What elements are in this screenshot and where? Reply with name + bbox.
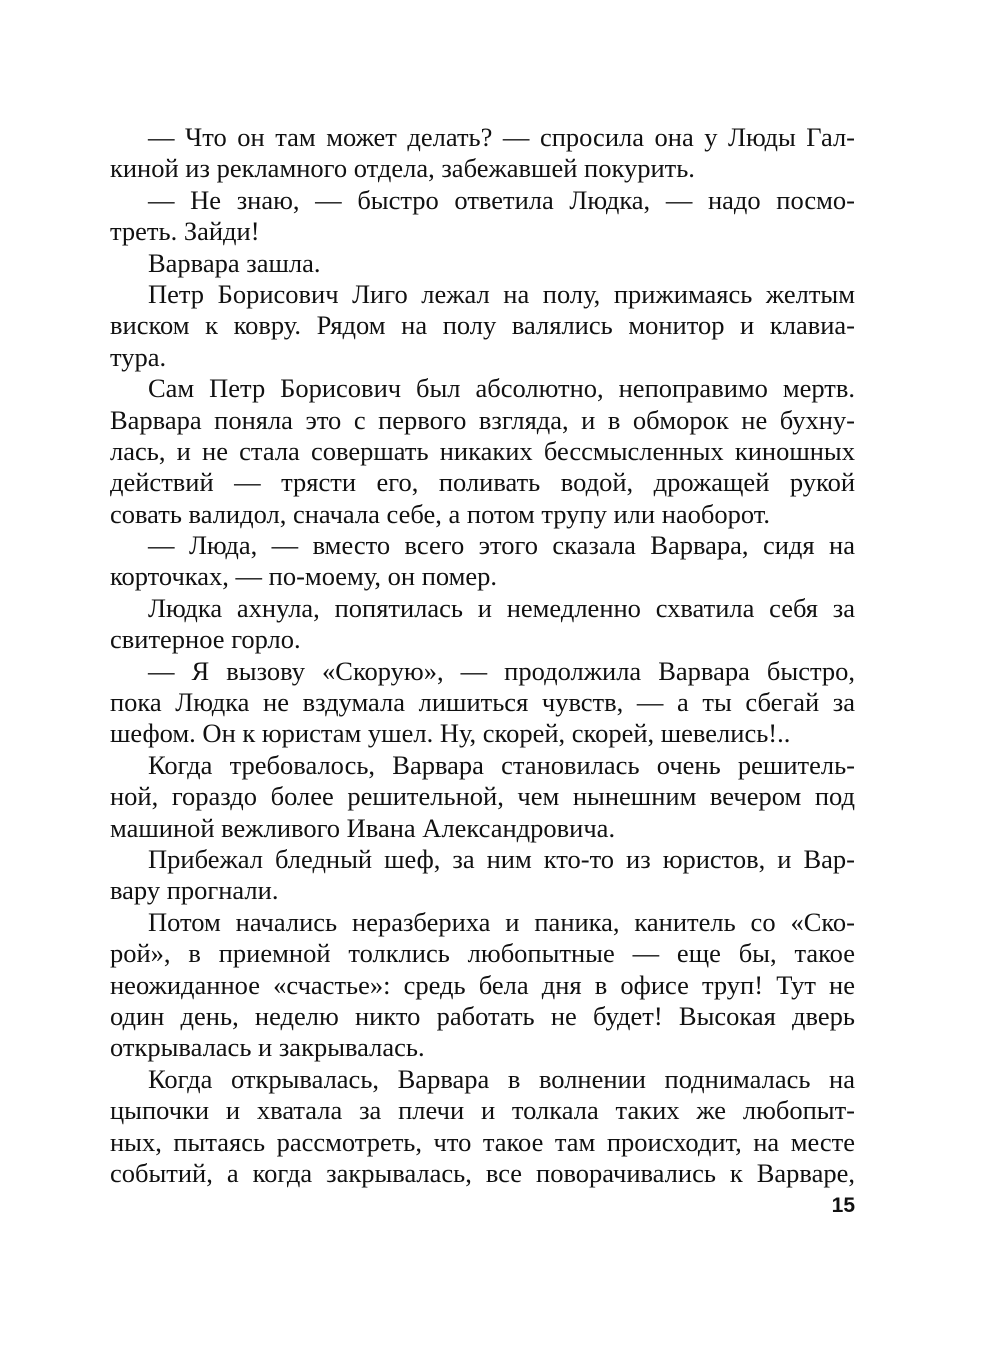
text-line: цыпочки и хватала за плечи и толкала таких же любопыт- [110,1095,855,1126]
text-line: Варвара зашла. [148,247,321,278]
text-line: машиной вежливого Ивана Александровича. [110,812,616,843]
text-line: действий — трясти его, поливать водой, дрожащей рукой [110,467,855,498]
text-line: виском к ковру. Рядом на полу валялись монитор и клавиа- [110,310,855,341]
text-line: один день, неделю никто работать не будет! Высокая дверь [110,1000,855,1031]
text-line: открывалась и закрывалась. [110,1032,425,1063]
text-line: Когда открывалась, Варвара в волнении поднималась на [148,1063,855,1094]
text-line: — Не знаю, — быстро ответила Людка, — надо посмо- [148,184,855,215]
page-number: 15 [831,1194,855,1217]
text-line: тура. [110,341,167,372]
text-line: Прибежал бледный шеф, за ним кто-то из юристов, и Вар- [148,843,855,874]
text-line: ных, пытаясь рассмотреть, что такое там происходит, на месте [110,1126,855,1157]
text-line: корточках, — по-моему, он помер. [110,561,498,592]
text-line: Петр Борисович Лиго лежал на полу, прижимаясь желтым [148,278,855,309]
text-line: ной, гораздо более решительной, чем нынешним вечером под [110,781,855,812]
text-line: вару прогнали. [110,875,279,906]
text-line: Когда требовалось, Варвара становилась очень решитель- [148,749,855,780]
text-line: свитерное горло. [110,624,301,655]
text-line: треть. Зайди! [110,216,260,247]
text-line: шефом. Он к юристам ушел. Ну, скорей, скорей, шевелись!.. [110,718,791,749]
text-line: — Люда, — вместо всего этого сказала Варвара, сидя на [148,530,855,561]
text-line: совать валидол, сначала себе, а потом трупу или наоборот. [110,498,770,529]
text-line: событий, а когда закрывалась, все поворачивались к Варваре, [110,1157,855,1188]
text-line: Варвара поняла это с первого взгляда, и в обморок не бухну- [110,404,855,435]
text-line: киной из рекламного отдела, забежавшей покурить. [110,153,695,184]
text-line: рой», в приемной толклись любопытные — еще бы, такое [110,938,855,969]
text-line: Потом начались неразбериха и паника, канитель со «Ско- [148,906,855,937]
body-text [110,122,855,1189]
text-line: лась, и не стала совершать никаких бессмысленных киношных [110,435,855,466]
text-line: Людка ахнула, попятилась и немедленно схватила себя за [148,592,855,623]
text-line: пока Людка не вздумала лишиться чувств, — а ты сбегай за [110,687,855,718]
text-line: неожиданное «счастье»: средь бела дня в офисе труп! Тут не [110,969,855,1000]
text-line: — Что он там может делать? — спросила она у Люды Гал- [148,122,855,152]
text-line: — Я вызову «Скорую», — продолжила Варвара быстро, [148,655,855,686]
text-line: Сам Петр Борисович был абсолютно, непоправимо мертв. [148,373,855,404]
